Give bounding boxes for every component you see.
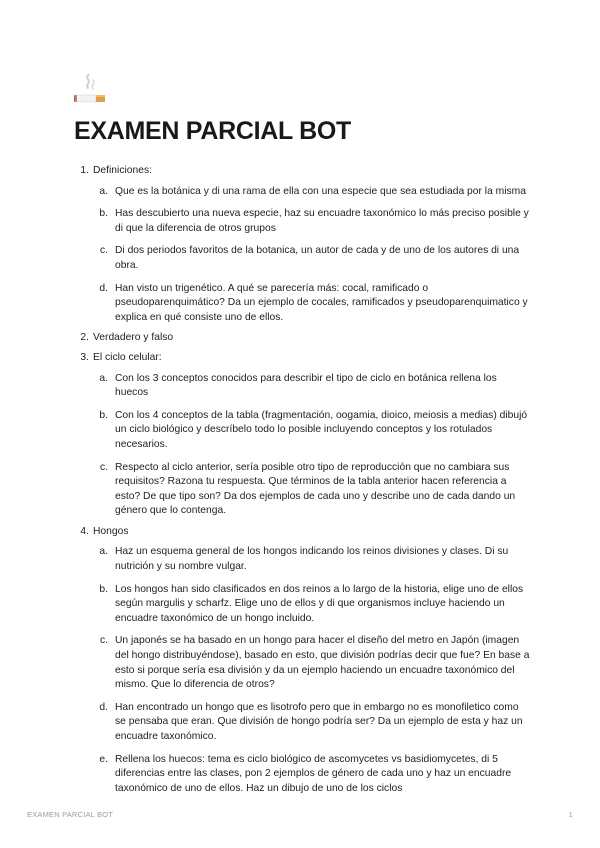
sub-question-text: Haz un esquema general de los hongos indicando los reinos divisiones y clases. Di su nutrición y su nombre vulgar. [115, 546, 509, 573]
cigarette-icon [74, 74, 108, 108]
sub-question-item [74, 244, 532, 273]
question-text: Verdadero y falso [93, 332, 174, 344]
page-title: EXAMEN PARCIAL BOT [74, 117, 352, 145]
question-number: 2. [80, 332, 89, 344]
question-item [74, 331, 532, 346]
sub-question-item [74, 583, 532, 627]
sub-question-text: Con los 3 conceptos conocidos para describir el tipo de ciclo en botánica rellena los huecos [115, 372, 497, 399]
sub-question-item [74, 409, 532, 453]
sub-question-text: Con los 4 conceptos de la tabla (fragmentación, oogamia, dioico, meiosis a medias) dibujó un ciclo biológico y descríbelo todo lo posible incluyendo conceptos y los rotulados necesarios. [115, 409, 528, 450]
sub-question-letter: d. [99, 701, 108, 713]
sub-question-text: Los hongos han sido clasificados en dos reinos a lo largo de la historia, elige uno de ellos según margulis y scharfz. Elige uno de ellos y di que organismos incluye haciendo un encuadre taxonómico de un hongo incluido. [115, 583, 524, 624]
sub-question-item [74, 372, 532, 401]
sub-question-list [74, 372, 532, 519]
question-item [74, 525, 532, 797]
sub-question-text: Un japonés se ha basado en un hongo para hacer el diseño del metro en Japón (imagen del hongo distribuyéndose), basado en esto, que división podrías decir que fue? En base a esto si porque sería esa división y da un ejemplo haciendo un encuadre taxonómico del mismo. Que lo diferencia de otros? [115, 635, 530, 691]
exam-content [74, 164, 532, 802]
sub-question-letter: a. [99, 372, 108, 384]
sub-question-item [74, 701, 532, 745]
sub-question-letter: b. [99, 409, 108, 421]
question-number: 1. [80, 165, 89, 176]
question-number: 3. [80, 351, 89, 363]
sub-question-letter: b. [99, 583, 108, 595]
sub-question-item [74, 634, 532, 692]
sub-question-item [74, 545, 532, 574]
sub-question-letter: e. [99, 753, 108, 765]
question-number: 4. [80, 525, 89, 537]
sub-question-item [74, 282, 532, 326]
question-text: El ciclo celular: [93, 351, 162, 363]
sub-question-text: Que es la botánica y di una rama de ella con una especie que sea estudiada por la misma [115, 185, 526, 197]
sub-question-text: Di dos periodos favoritos de la botanica, un autor de cada y de uno de los autores di una obra. [115, 245, 520, 271]
footer-title: EXAMEN PARCIAL BOT [27, 810, 114, 819]
sub-question-text: Han visto un trigenético. A qué se parecería más: cocal, ramificado o pseudoparenquimático? Da un ejemplo de cocales, ramificados y pseudoparenquimatico y explica en qué consiste uno de ellos. [115, 282, 528, 323]
sub-question-item [74, 185, 532, 200]
question-text: Hongos [93, 525, 129, 537]
sub-question-text: Respecto al ciclo anterior, sería posible otro tipo de reproducción que no cambiara sus requisitos? Razona tu respuesta. Que términos de la tabla anterior hacen referencia a esto? De que tipo son? Da dos ejemplos de cada uno y describe uno de cada dando un género que lo contenga. [115, 461, 516, 517]
question-row [74, 164, 532, 179]
sub-question-list [74, 545, 532, 796]
sub-question-letter: b. [99, 208, 108, 220]
sub-question-text: Rellena los huecos: tema es ciclo biológico de ascomycetes vs basidiomycetes, di 5 diferencias entre las clases, pon 2 ejemplos de género de cada uno y haz un encuadre taxonómico de uno de ellos. Haz un dibujo de uno de los ciclos [115, 753, 512, 794]
sub-question-letter: c. [99, 245, 108, 257]
sub-question-text: Han encontrado un hongo que es lisotrofo pero que in embargo no es monofiletico como se pensaba que eran. Que división de hongo podría ser? Da un ejemplo de esta y haz un encuadre taxonómico. [115, 701, 523, 742]
sub-question-list [74, 185, 532, 326]
sub-question-item [74, 753, 532, 797]
page-number: 1 [568, 810, 573, 819]
sub-question-text: Has descubierto una nueva especie, haz su encuadre taxonómico lo más preciso posible y di que la diferencia de otros grupos [115, 208, 529, 234]
sub-question-letter: c. [99, 635, 108, 647]
sub-question-letter: a. [99, 185, 108, 197]
question-row [74, 351, 532, 366]
question-list [74, 164, 532, 796]
sub-question-letter: d. [99, 282, 108, 294]
sub-question-item [74, 461, 532, 519]
sub-question-letter: a. [99, 546, 108, 558]
question-row [74, 525, 532, 540]
sub-question-item [74, 207, 532, 236]
question-row [74, 331, 532, 346]
sub-question-letter: c. [99, 461, 108, 473]
question-text: Definiciones: [93, 165, 152, 176]
question-item [74, 351, 532, 519]
question-item [74, 164, 532, 325]
